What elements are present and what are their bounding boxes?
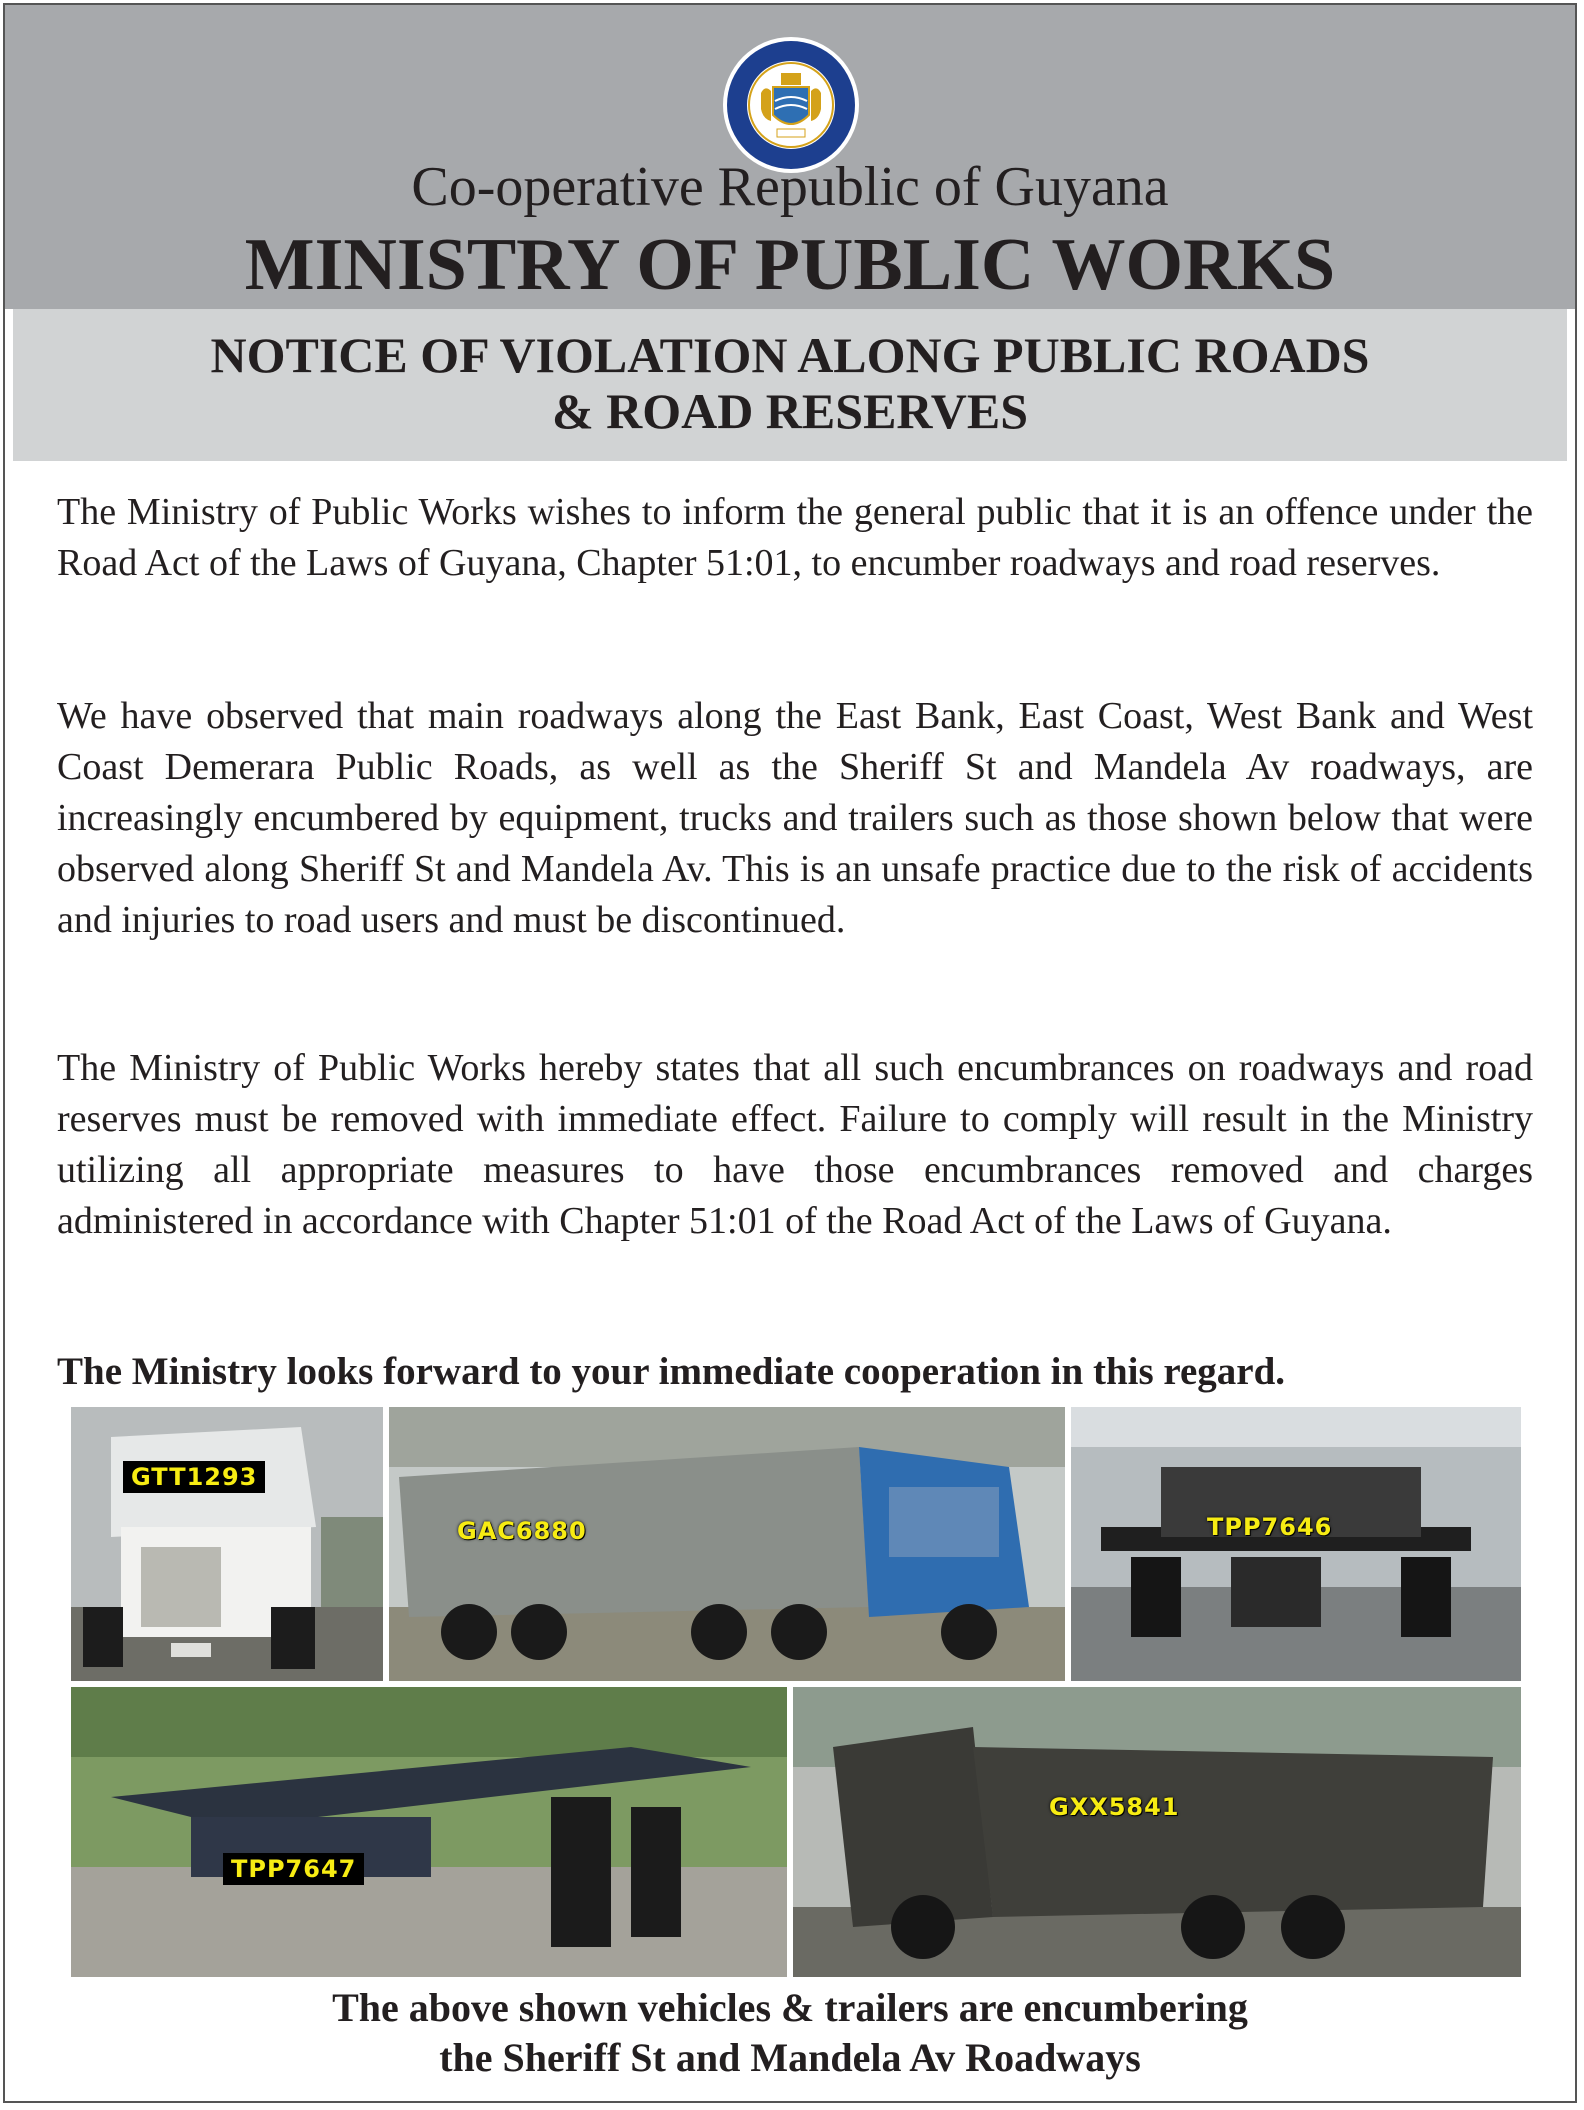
- notice-title-band: [13, 309, 1567, 461]
- paragraph-observation: We have observed that main roadways along the East Bank, East Coast, West Bank and West Coast Demerara Public Roads, as well as the Sheriff St and Mandela Av roadways, are increasingly encumbered by equipment, trucks and trailers such as those shown below that were observed along Sheriff St and Mandela Av. This is an unsafe practice due to the risk of accidents and injuries to road users and must be discontinued.: [57, 695, 1533, 941]
- notice-page: [3, 3, 1577, 2103]
- closing-statement: The Ministry looks forward to your immediate cooperation in this regard.: [57, 1350, 1286, 1393]
- plate-tpp7647: TPP7647: [223, 1853, 364, 1885]
- plate-tpp7646: TPP7646: [1207, 1513, 1333, 1541]
- plate-gac6880: GAC6880: [457, 1517, 587, 1545]
- plate-gtt1293: GTT1293: [123, 1461, 265, 1493]
- photo-caption: [5, 1983, 1575, 2083]
- photo-truck-gxx5841: [793, 1687, 1521, 1977]
- notice-title-line2: & ROAD RESERVES: [551, 383, 1029, 439]
- caption-line2: the Sheriff St and Mandela Av Roadways: [439, 2035, 1141, 2080]
- paragraph-offence: The Ministry of Public Works wishes to inform the general public that it is an offence under the Road Act of the Laws of Guyana, Chapter 51:01, to encumber roadways and road reserves.: [57, 491, 1533, 584]
- photo-trailer-tpp7646: [1071, 1407, 1521, 1681]
- ministry-seal-logo: [721, 35, 861, 175]
- photo-truck-gtt1293: [71, 1407, 383, 1681]
- photo-truck-gac6880: [389, 1407, 1065, 1681]
- paragraph-removal: The Ministry of Public Works hereby states that all such encumbrances on roadways and road reserves must be removed with immediate effect. Failure to comply will result in the Ministry utilizing all appropriate measures to have those encumbrances removed and charges administered in accordance with Chapter 51:01 of the Road Act of the Laws of Guyana.: [57, 1047, 1533, 1242]
- notice-title: [13, 327, 1567, 439]
- photo-trailer-tpp7647: [71, 1687, 787, 1977]
- country-name: Co-operative Republic of Guyana: [411, 156, 1169, 218]
- notice-title-line1: NOTICE OF VIOLATION ALONG PUBLIC ROADS: [210, 327, 1370, 383]
- caption-line1: The above shown vehicles & trailers are encumbering: [332, 1985, 1248, 2030]
- plate-gxx5841: GXX5841: [1049, 1793, 1180, 1821]
- ministry-title: MINISTRY OF PUBLIC WORKS: [244, 224, 1336, 306]
